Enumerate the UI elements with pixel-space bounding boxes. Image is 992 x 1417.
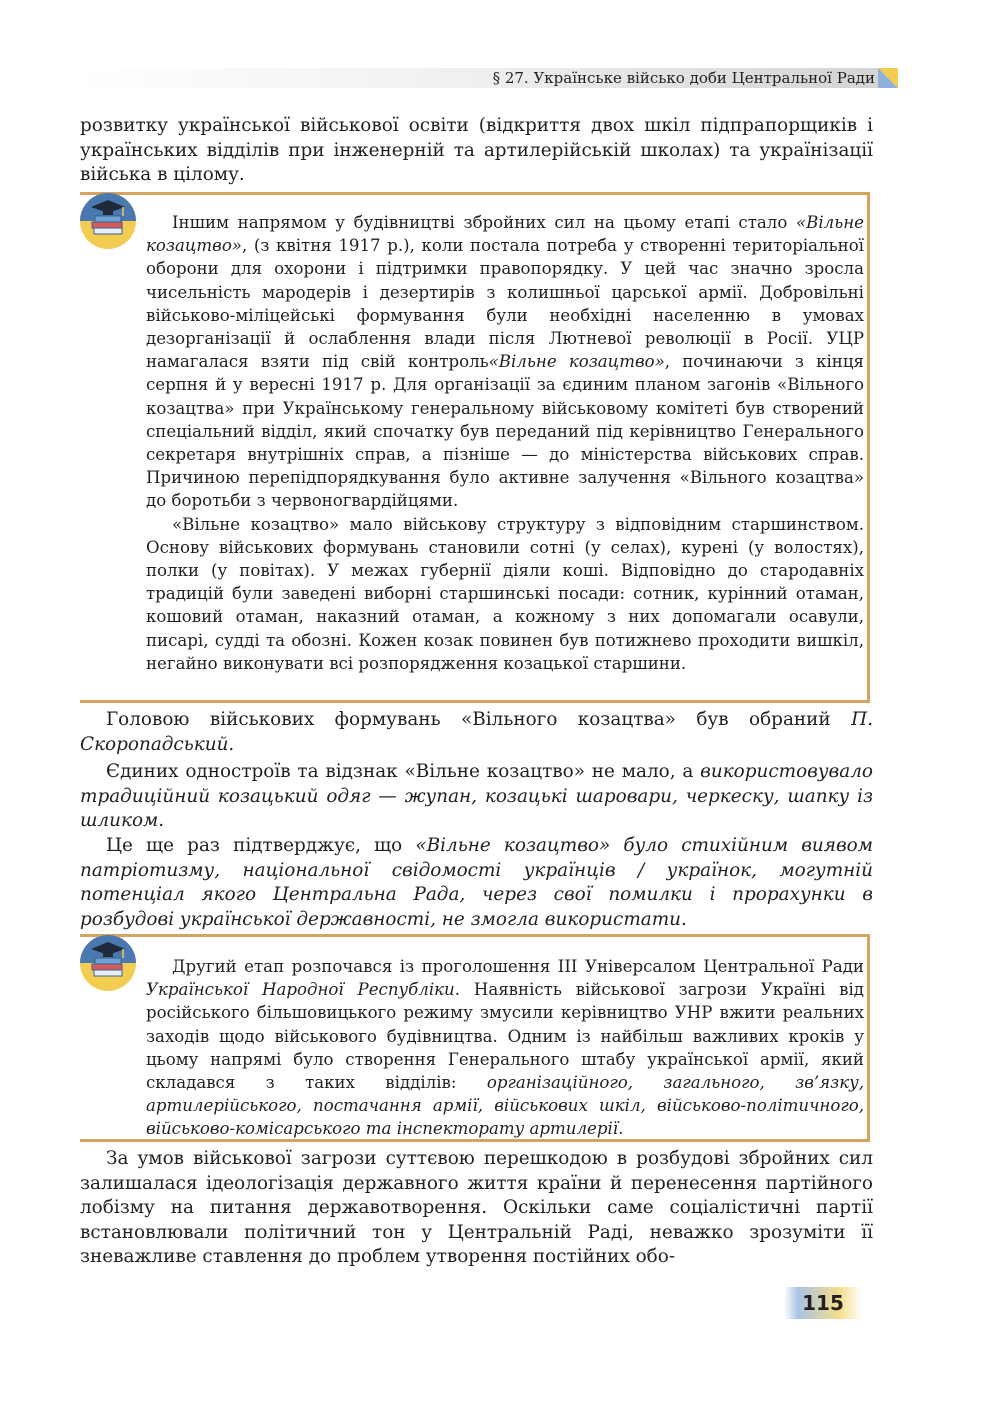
section-title: § 27. Українське військо доби Центральної Ради [492,69,875,87]
text-run: Головою військових формувань «Вільного козацтва» був обраний [106,709,852,730]
page-number-badge [780,1285,866,1321]
info-box-2 [80,934,870,1142]
header-corner-decoration [878,68,898,88]
info-box-1-paragraph-2: «Вільне козацтво» мало військову структуру з відповідним старшинством. Основу військових формувань становили сотні (у селах), курені (у волостях), полки (у повітах). У межах губернії діяли коші. Відповідно до стародавніх традицій були заведені виборні старшинські посади: сотник, курінний отаман, кошовий отаман, наказний отаман, а кожному з них допомагали осавули, писарі, судді та обозні. Кожен козак повинен був потижнево проходити вишкіл, негайно виконувати всі розпорядження козацької старшини. [146,514,864,673]
italic-list: організаційного, загального, зв’язку, артилерійського, постачання армії, військових шкіл, військово-політичного, військово-комісарського та інспекторату артилерії. [146,1073,864,1139]
text-run: Іншим напрямом у будівництві збройних сил на цьому етапі стало [172,213,796,232]
text-run: , (з квітня 1917 р.), коли постала потреба у створенні територіальної оборони для охорони і підтримки правопорядку. У цей час значно зросла чисельність мародерів і дезертирів з колишньої царської армії. Добровільні військово-міліцейські формування були необхідні населенню в умовах дезорганізації й ослаблення влади після Лютневої революції в Росії. УЦР намагалася взяти під свій контроль [146,236,864,372]
page-number: 115 [802,1291,844,1315]
body-paragraph-4 [80,834,873,932]
text-run: . Наявність військової загрози Україні від російського більшовицького режиму змусили керівництво УНР вжити реальних заходів щодо військового будівництва. Одним із найбільш важливих кроків у цьому напрямі було створення Генерального штабу української армії, який складався з таких відділів: [146,980,864,1093]
body-paragraph-2 [80,708,873,757]
text-run: Це ще раз підтверджує, що [106,835,416,856]
info-box-1 [80,192,870,703]
italic-name: П. Скоропадський. [80,709,873,755]
text-run: , починаючи з кінця серпня й у вересні 1917 р. Для організації за єдиним планом загонів «Вільного козацтва» при Українському генеральному військовому комітеті був створений спеціальний відділ, який спочатку був переданий під керівництво Генерального секретаря внутрішніх справ, а пізніше — до міністерства військових справ. Причиною перепідпорядкування було активне залучення «Вільного козацтва» до боротьби з червоногвардійцями. [146,352,864,511]
italic-term: «Вільне козацтво» [488,352,665,372]
italic-term: «Вільне козацтво» [146,213,864,256]
body-paragraph-3 [80,760,873,834]
italic-text: використовувало традиційний козацький одяг — жупан, козацькі шаровари, черкеску, шапку із шликом. [80,761,873,832]
info-box-1-paragraph-1 [146,211,864,513]
body-paragraph-1: розвитку української військової освіти (відкриття двох шкіл підпрапорщиків і українських відділів при інженерній та артилерійській школах) та українізації війська в цілому. [80,115,873,186]
info-box-1-content [146,211,864,675]
italic-term: Української Народної Республіки [146,980,455,1000]
text-run: . [681,908,687,930]
body-paragraph-5: За умов військової загрози суттєвою перешкодою в розбудові збройних сил залишалася ідеологізація державного життя країни й перенесення партійного лобізму на питання державотворення. Оскільки саме соціалістичні партії встановлювали політичний тон у Центральній Раді, неважко зрозуміти її зневажливе ставлення до проблем утворення постійних обо- [80,1148,873,1268]
info-box-2-content [146,955,864,1141]
graduation-books-icon [79,934,137,992]
italic-text: «Вільне козацтво» було стихійним виявом патріотизму, національної свідомості українців / українок, могутній потенціал якого Центральна Рада, через свої помилки і прорахунки в розбудові української державності, не змогла використати [80,835,873,930]
info-box-2-paragraph [146,955,864,1141]
text-run: Другий етап розпочався із проголошення ІІІ Універсалом Центральної Ради [172,957,864,976]
graduation-books-icon [79,192,137,250]
text-run: Єдиних одностроїв та відзнак «Вільне козацтво» не мало, а [106,761,701,782]
